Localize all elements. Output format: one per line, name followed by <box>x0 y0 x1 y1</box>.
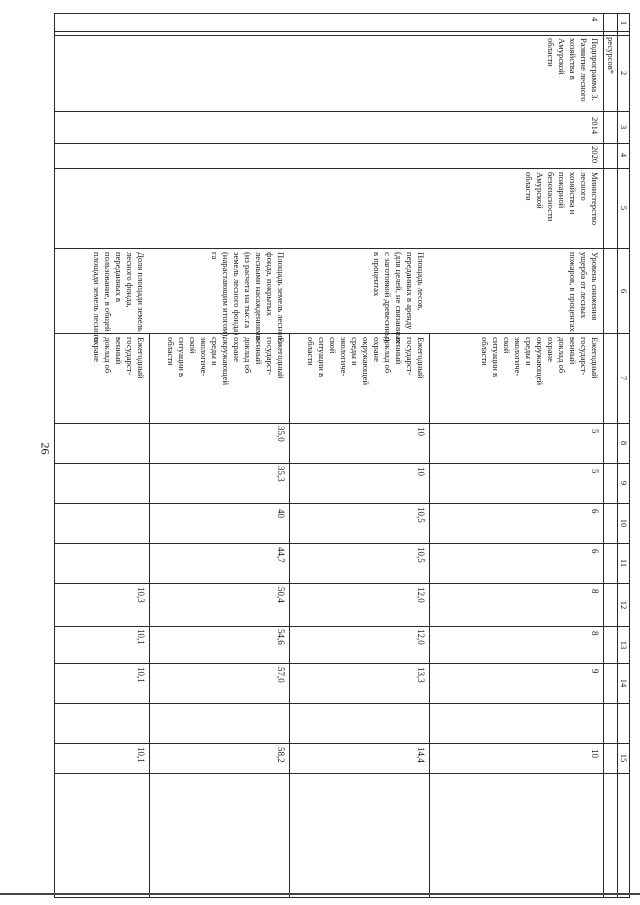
indicator-value: 10,5 <box>416 507 426 523</box>
indicator-name-line: с заготовкой древесины), <box>383 252 393 344</box>
column-header: 6 <box>619 288 629 294</box>
indicator-value: 14,4 <box>416 747 426 763</box>
source-line: экологиче- <box>339 337 349 377</box>
source-line: среды и <box>524 337 534 366</box>
table-border-right <box>54 897 630 898</box>
source-line: ской <box>188 337 198 354</box>
indicator-value: 8 <box>590 589 600 594</box>
indicator-name-line: Площадь лесов, <box>416 252 426 311</box>
indicator-name-line: га <box>210 252 220 260</box>
col-divider <box>54 503 630 504</box>
indicator-name-line: ущерба от лесных <box>579 252 589 319</box>
indicator-name-line: (для целей, не связанных <box>394 252 404 344</box>
source-line: венный <box>394 337 404 365</box>
col-divider <box>54 248 630 249</box>
source-line: венный <box>114 337 124 365</box>
col-divider <box>54 333 630 334</box>
column-header: 13 <box>619 640 629 650</box>
col-divider <box>54 773 630 774</box>
indicator-value: 54,6 <box>276 629 286 645</box>
indicator-value: 10 <box>590 749 600 758</box>
source-line: государст- <box>125 337 135 376</box>
end-year: 2020 <box>590 146 600 164</box>
col-divider <box>54 143 630 144</box>
indicator-value: 10 <box>416 427 426 436</box>
page-number: 26 <box>38 442 53 455</box>
col-divider <box>54 743 630 744</box>
column-header: 4 <box>619 152 629 158</box>
col-divider <box>54 663 630 664</box>
source-line: окружающей <box>361 337 371 386</box>
source-line: Ежегодный <box>590 337 600 379</box>
source-line: доклад об <box>557 337 567 374</box>
source-line: экологиче- <box>513 337 523 377</box>
source-line: доклад об <box>383 337 393 374</box>
indicator-value: 35,0 <box>276 426 286 442</box>
indicator-row-rule <box>429 333 430 898</box>
source-line: Ежегодный <box>136 337 146 379</box>
source-line: окружающей <box>535 337 545 386</box>
column-header: 15 <box>619 753 629 763</box>
column-header: 10 <box>619 518 629 528</box>
column-header: 12 <box>619 600 629 610</box>
indicator-name-line: Доля площади земель <box>136 252 146 332</box>
indicator-name-line: (нарастающим итогом), <box>221 252 231 339</box>
indicator-value: 5 <box>590 469 600 474</box>
source-line: среды и <box>350 337 360 366</box>
indicator-value: 12,0 <box>416 629 426 645</box>
source-line: области <box>480 337 490 366</box>
indicator-name-line: лесного фонда, <box>125 252 135 308</box>
source-line: области <box>166 337 176 366</box>
table-border-bottom <box>54 13 55 898</box>
source-line: государст- <box>265 337 275 376</box>
source-line: доклад об <box>103 337 113 374</box>
col-divider <box>54 463 630 464</box>
indicator-name-line: переданных в <box>114 252 124 303</box>
source-line: ситуации в <box>177 337 187 378</box>
indicator-value: 57,0 <box>276 667 286 683</box>
column-header: 14 <box>619 678 629 688</box>
indicator-value: 40 <box>276 509 286 518</box>
source-line: Ежегодный <box>276 337 286 379</box>
indicator-name-line: пользование, в общей <box>103 252 113 332</box>
source-line: экологиче- <box>199 337 209 377</box>
source-line: охране <box>232 337 242 362</box>
rotated-table: 1 2 3 4 5 6 7 8 9 10 11 12 13 14 15 ресурсов* 4 Подпрограмма 3. Развитие лесного хозяйства в Амурской области 2014 2020 Министерство лесного хозяйства и пожарной безопасности Амурской области Уровень снижения ущерба от лесных пожаров, в процентах Ежегодный государст- венный доклад об охране окружающей среды и экологиче- ской ситуации в области 5 5 6 6 8 8 9 10 Площадь лесов, переданных в аренду (для целей, не связанных с заготовкой древесины), в процентах Ежегодный государст- венный доклад об охране окружающей среды и экологиче- ской ситуации в области 10 10 10,5 10,5 12,0 12,0 13,3 14,4 Площадь земель лесного фонда, покрытых лесными насаждениями (из расчета на тыс.га земель лесного фонда) (нарастающим итогом), га Ежегодный государст- венный доклад об охране окружающей среды и экологиче- ской ситуации в области 35,0 35,3 40 44,7 50,4 54,6 57,0 58,2 Доля площади земель лесного фонда, переданных в пользование, в общей площади земель лесного Ежегодный государст- венный доклад об охране 10,3 10,1 10,1 10,1 <box>54 13 630 898</box>
column-header: 7 <box>619 375 629 381</box>
source-line: ской <box>328 337 338 354</box>
col-divider <box>54 35 630 36</box>
col-divider <box>54 423 630 424</box>
indicator-name-line: Уровень снижения <box>590 252 600 321</box>
indicator-value: 10,1 <box>136 629 146 645</box>
source-line: ситуации в <box>317 337 327 378</box>
indicator-value: 9 <box>590 669 600 674</box>
indicator-name-line: лесными насаждениями <box>254 252 264 341</box>
indicator-value: 35,3 <box>276 466 286 482</box>
row-number: 4 <box>590 17 600 22</box>
indicator-name-line: пожаров, в процентах <box>568 252 578 332</box>
column-header: 11 <box>619 558 629 568</box>
source-line: окружающей <box>221 337 231 386</box>
indicator-name-line: в процентах <box>372 252 382 297</box>
start-year: 2014 <box>590 117 600 135</box>
col-divider <box>54 111 630 112</box>
column-header: 3 <box>619 124 629 130</box>
indicator-value: 10,1 <box>136 747 146 763</box>
column-header: 1 <box>619 20 629 26</box>
indicator-name-line: площади земель лесного <box>92 252 102 343</box>
indicator-value: 6 <box>590 549 600 554</box>
indicator-value: 12,0 <box>416 587 426 603</box>
page-bottom-edge <box>0 893 640 895</box>
source-line: ситуации в <box>491 337 501 378</box>
indicator-name-line: фонда, покрытых <box>265 252 275 316</box>
indicator-name-line: переданных в аренду <box>405 252 415 330</box>
indicator-value: 5 <box>590 429 600 434</box>
col-divider <box>54 703 630 704</box>
column-header: 5 <box>619 205 629 211</box>
source-line: венный <box>254 337 264 365</box>
source-line: государст- <box>405 337 415 376</box>
source-line: доклад об <box>243 337 253 374</box>
column-header: 2 <box>619 70 629 76</box>
col-divider <box>54 543 630 544</box>
source-line: области <box>306 337 316 366</box>
source-line: Ежегодный <box>416 337 426 379</box>
source-line: охране <box>372 337 382 362</box>
indicator-row-rule <box>289 333 290 898</box>
source-line: государст- <box>579 337 589 376</box>
carryover-text: ресурсов* <box>606 37 616 75</box>
col-divider <box>54 168 630 169</box>
indicator-name-line: (из расчета на тыс.га <box>243 252 253 329</box>
indicator-row-rule <box>149 333 150 898</box>
source-line: венный <box>568 337 578 365</box>
source-line: среды и <box>210 337 220 366</box>
indicator-value: 8 <box>590 631 600 636</box>
indicator-value: 10 <box>416 467 426 476</box>
source-line: охране <box>92 337 102 362</box>
indicator-value: 58,2 <box>276 747 286 763</box>
table-border-left <box>54 13 630 14</box>
indicator-value: 10,3 <box>136 587 146 603</box>
col-divider <box>54 31 630 32</box>
carryover-row-rule <box>603 13 604 898</box>
column-header: 8 <box>619 440 629 446</box>
col-divider <box>54 583 630 584</box>
indicator-value: 6 <box>590 509 600 514</box>
indicator-value: 44,7 <box>276 547 286 563</box>
indicator-value: 13,3 <box>416 667 426 683</box>
indicator-name-line: земель лесного фонда) <box>232 252 242 336</box>
col-divider <box>54 626 630 627</box>
indicator-name-line: Площадь земель лесного <box>276 252 286 344</box>
table-border-top <box>629 13 630 898</box>
source-line: ской <box>502 337 512 354</box>
indicator-value: 50,4 <box>276 587 286 603</box>
source-line: охране <box>546 337 556 362</box>
indicator-value: 10,5 <box>416 547 426 563</box>
indicator-value: 10,1 <box>136 667 146 683</box>
column-header: 9 <box>619 480 629 486</box>
